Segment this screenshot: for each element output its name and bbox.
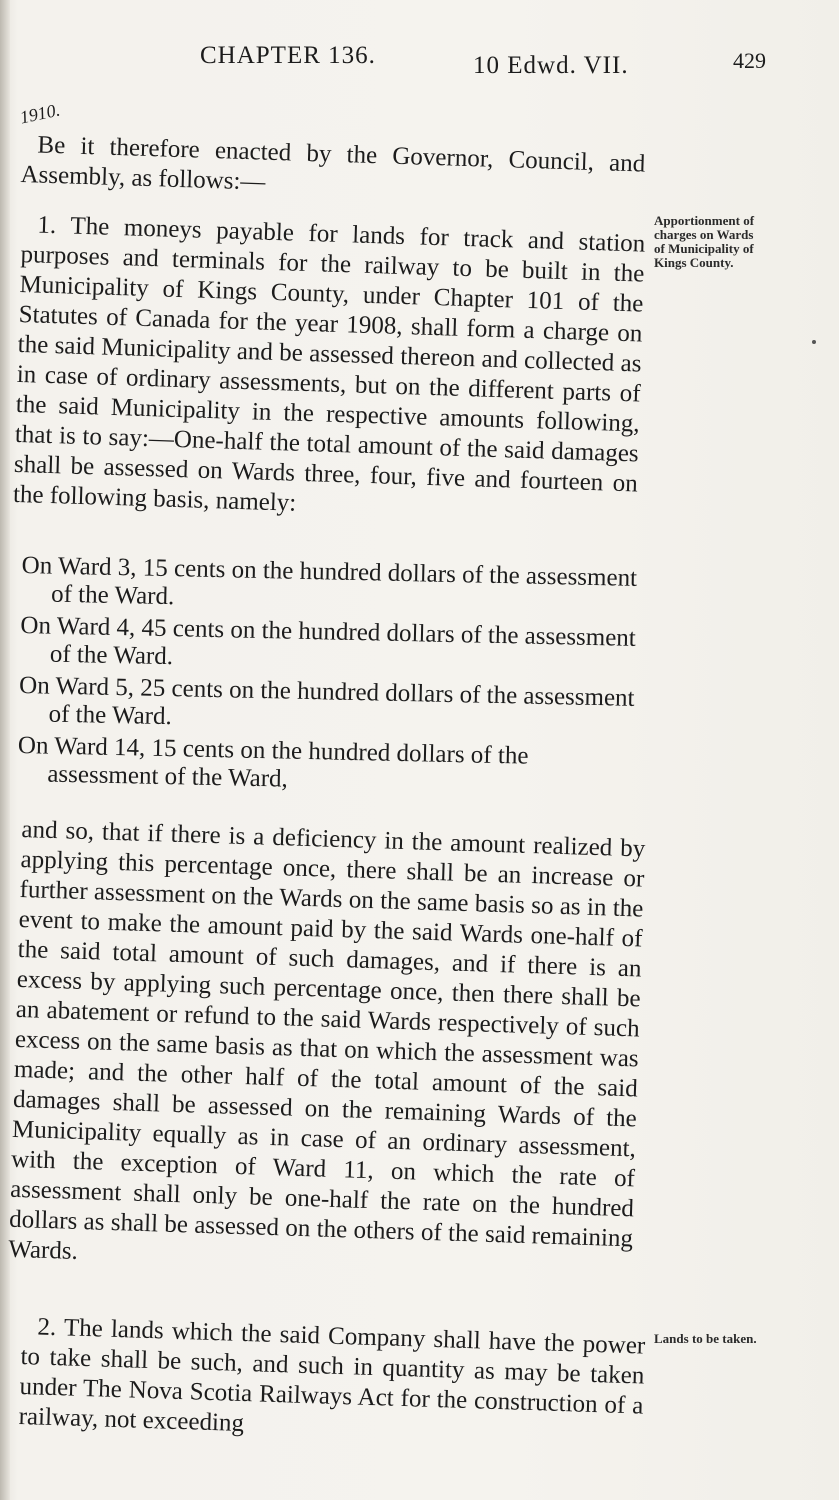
chapter-heading: CHAPTER 136. [200,42,376,69]
paper-speck [812,340,816,344]
ward-item: On Ward 3, 15 cents on the hundred dollars of the assessment of the Ward. [21,552,638,611]
running-header [0,40,839,80]
page-number: 429 [733,48,766,73]
year-label: 1910. [18,99,62,128]
ward-item: On Ward 5, 25 cents on the hundred dollars of the assessment of the Ward. [18,671,635,731]
ward-item: On Ward 4, 45 cents on the hundred dollars of the assessment of the Ward. [20,611,637,671]
enacting-clause: Be it therefore enacted by the Governor, Council, and Assembly, as follows:— [20,131,646,196]
ward-item: On Ward 14, 15 cents on the hundred dollars of the assessment of the Ward, [17,731,529,793]
page-gutter [0,0,10,1500]
section-1-continuation: and so, that if there is a deficiency in the amount realized by applying this percentage once, there shall be an increase or further assessment on the Wards on the same basis so as in the event to make the amount paid by the said Wards one-half of the said total amount of such damages, and if there is an excess by applying such percentage once, then there shall be an abatement or refund to the said Wards respectively of such excess on the same basis as that on which the assessment was made; and the other half of the total amount of the said damages shall be assessed on the remaining Wards of the Municipality equally as in case of an ordinary assessment, with the exception of Ward 11, on which the rate of assessment shall only be one-half the rate on the hundred dollars as shall be assessed on the others of the said remaining Wards. [7,815,646,1265]
margin-note-apportionment: Apportionment of charges on Wards of Municipality of Kings County. [654,213,755,270]
margin-note-lands: Lands to be taken. [654,1331,757,1346]
session-heading: 10 Edwd. VII. [473,52,629,79]
ward-list [17,552,646,805]
section-2-text: 2. The lands which the said Company shall have the power to take shall be such, and such in quantity as may be taken under The Nova Scotia Railways Act for the construction of a railway, not exceeding [18,1313,646,1438]
section-1-text: 1. The moneys payable for lands for track and station purposes and terminals for the railway to be built in the Municipality of Kings County, under Chapter 101 of the Statutes of Canada for the year 1908, shall form a charge on the said Municipality and be assessed thereon and collected as in case of ordinary assessments, but on the different parts of the said Municipality in the respective amounts following, that is to say:—One-half the total amount of the said damages shall be assessed on Wards three, four, five and fourteen on the following basis, namely: [12,211,646,517]
